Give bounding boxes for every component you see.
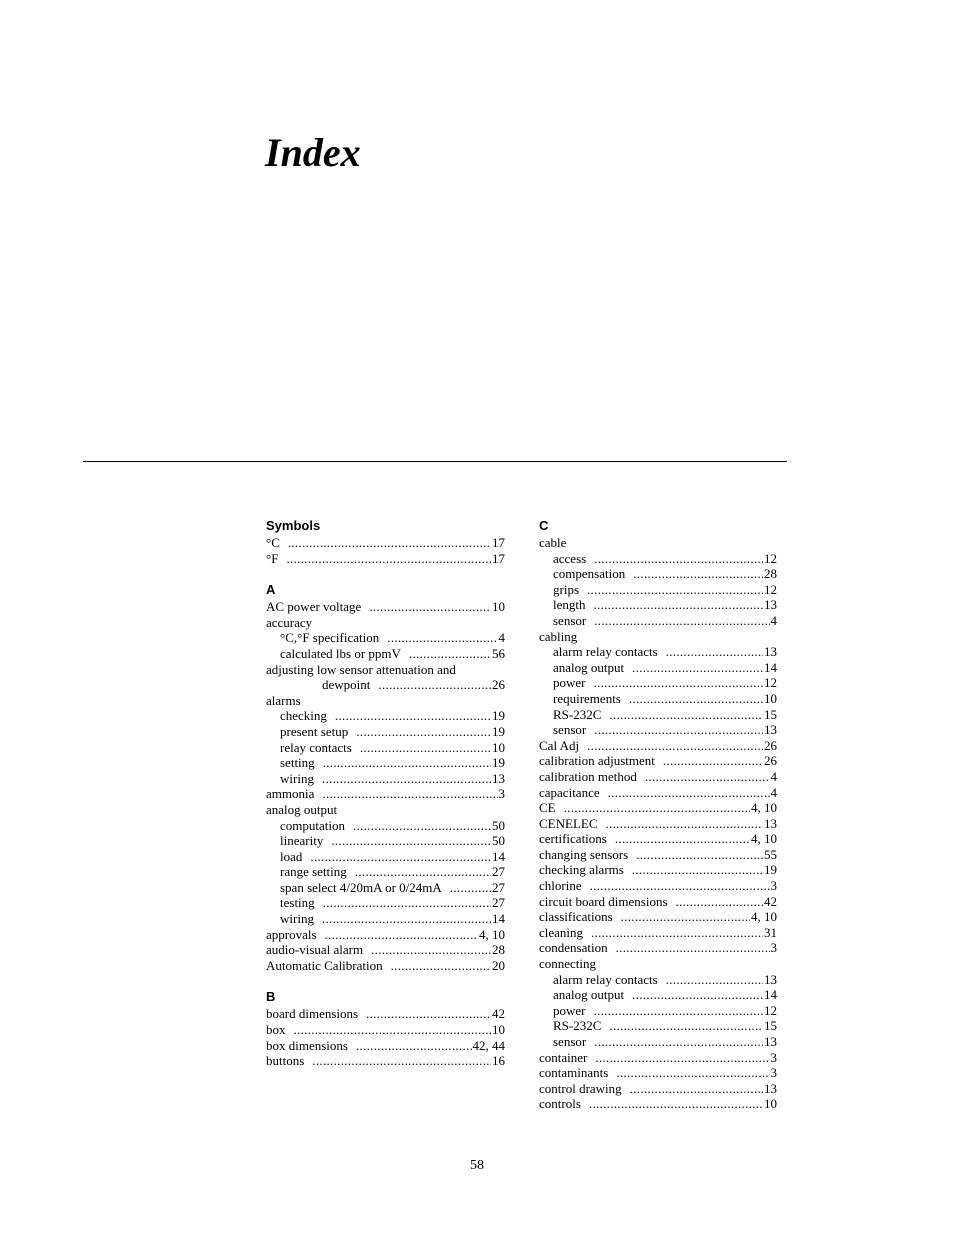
index-entry-pages: 10 xyxy=(492,599,505,615)
index-entry-term: box dimensions xyxy=(266,1037,348,1053)
index-entry xyxy=(539,691,777,707)
index-group-heading: Symbols xyxy=(266,518,321,533)
index-entry-term: condensation xyxy=(539,940,608,956)
dot-leader xyxy=(632,660,763,676)
index-entry-term: length xyxy=(553,597,586,613)
index-entry-pages: 13 xyxy=(764,1034,777,1049)
index-group xyxy=(266,988,505,1068)
index-entry-pages: 10 xyxy=(764,690,777,706)
index-entry-pages: 12 xyxy=(764,550,777,566)
index-entry-pages: 3 xyxy=(770,878,777,894)
dot-leader xyxy=(676,894,763,910)
dot-leader xyxy=(666,644,763,660)
index-group xyxy=(266,581,505,973)
index-entry-pages: 14 xyxy=(492,848,505,864)
dot-leader xyxy=(325,927,478,943)
index-entry-term: container xyxy=(539,1049,588,1065)
index-entry xyxy=(539,940,777,956)
index-entry-pages: 13 xyxy=(764,597,777,613)
index-entry xyxy=(539,972,777,988)
index-entry-term: classifications xyxy=(539,909,613,925)
index-column-right xyxy=(539,517,777,1127)
dot-leader xyxy=(630,1081,763,1097)
dot-leader xyxy=(356,724,491,740)
index-entry-pages: 4 xyxy=(498,630,505,646)
index-entry-pages: 4 xyxy=(770,784,777,800)
dot-leader xyxy=(312,1053,491,1069)
index-entry-term: analog output xyxy=(553,987,625,1003)
index-entry-pages: 26 xyxy=(764,753,777,769)
index-entry-pages: 12 xyxy=(764,675,777,691)
index-entry xyxy=(539,847,777,863)
index-entry-term: connecting xyxy=(539,956,597,972)
index-entry-pages: 13 xyxy=(764,644,777,660)
index-entry-pages: 10 xyxy=(492,1022,505,1038)
index-entry-pages: 27 xyxy=(492,895,505,911)
index-entry-term: computation xyxy=(280,817,345,833)
index-entry xyxy=(266,630,505,646)
dot-leader xyxy=(288,535,491,551)
index-entry xyxy=(539,769,777,785)
index-entry-term: sensor xyxy=(553,612,587,628)
index-entry-term: wiring xyxy=(280,911,314,927)
dot-leader xyxy=(564,800,750,816)
index-entry-pages: 31 xyxy=(764,924,777,940)
page-title: Index xyxy=(265,130,361,175)
dot-leader xyxy=(369,599,491,615)
dot-leader xyxy=(391,958,491,974)
index-entry xyxy=(266,942,505,958)
index-entry xyxy=(539,597,777,613)
index-entry-term: buttons xyxy=(266,1053,305,1069)
index-entry xyxy=(266,818,505,834)
index-entry-term: °C,°F specification xyxy=(280,630,380,646)
index-entry xyxy=(266,615,505,631)
index-group xyxy=(266,517,505,566)
index-entry-pages: 42, 44 xyxy=(472,1037,505,1053)
index-entry xyxy=(266,880,505,896)
index-entry-pages: 19 xyxy=(492,755,505,771)
index-entry-pages: 4, 10 xyxy=(751,831,777,847)
dot-leader xyxy=(633,566,763,582)
index-entry-pages: 4, 10 xyxy=(479,926,505,942)
index-entry-term: load xyxy=(280,848,303,864)
index-entry-pages: 14 xyxy=(492,911,505,927)
index-entry-pages: 13 xyxy=(764,815,777,831)
dot-leader xyxy=(594,613,769,629)
index-entry-pages: 16 xyxy=(492,1053,505,1069)
index-entry-pages: 14 xyxy=(764,659,777,675)
index-entry xyxy=(539,987,777,1003)
index-entry xyxy=(266,895,505,911)
dot-leader xyxy=(616,1065,769,1081)
index-entry-term: setting xyxy=(280,755,315,771)
index-entry xyxy=(266,958,505,974)
index-entry-term: wiring xyxy=(280,770,314,786)
index-entry xyxy=(266,833,505,849)
index-entry xyxy=(266,646,505,662)
index-entry-term: CENELEC xyxy=(539,815,598,831)
index-entry xyxy=(266,1053,505,1069)
index-entry xyxy=(266,864,505,880)
dot-leader xyxy=(310,849,491,865)
index-entry-term: RS-232C xyxy=(553,706,602,722)
index-entry xyxy=(266,599,505,615)
index-entry xyxy=(539,831,777,847)
index-entry-term: cable xyxy=(539,535,567,550)
index-entry-term: calculated lbs or ppmV xyxy=(280,645,401,661)
dot-leader xyxy=(323,895,491,911)
index-entry xyxy=(539,1065,777,1081)
index-entry-pages: 19 xyxy=(492,723,505,739)
index-entry-term: accuracy xyxy=(266,614,313,630)
index-entry-pages: 13 xyxy=(764,1080,777,1096)
index-entry xyxy=(266,662,505,678)
index-entry-term: Cal Adj xyxy=(539,737,580,753)
dot-leader xyxy=(371,942,491,958)
index-entry xyxy=(266,551,505,567)
index-entry-term: calibration adjustment xyxy=(539,753,655,769)
dot-leader xyxy=(621,909,750,925)
index-entry xyxy=(539,862,777,878)
dot-leader xyxy=(594,1034,763,1050)
index-entry xyxy=(266,755,505,771)
index-entry xyxy=(266,724,505,740)
index-entry-term: checking xyxy=(280,708,327,724)
index-entry-pages: 13 xyxy=(492,770,505,786)
index-entry-pages: 12 xyxy=(764,581,777,597)
index-entry-pages: 4 xyxy=(770,768,777,784)
page-number: 58 xyxy=(470,1158,484,1173)
dot-leader xyxy=(353,818,491,834)
index-entry-term: board dimensions xyxy=(266,1006,359,1022)
index-entry-pages: 17 xyxy=(492,535,505,550)
index-entry xyxy=(539,722,777,738)
index-entry-term: adjusting low sensor attenuation and xyxy=(266,661,456,677)
index-entry-pages: 15 xyxy=(764,1018,777,1034)
index-entry-pages: 12 xyxy=(764,1002,777,1018)
dot-leader xyxy=(666,972,763,988)
index-entry-term: alarms xyxy=(266,692,301,708)
index-entry-term: AC power voltage xyxy=(266,599,362,615)
index-entry-term: box xyxy=(266,1022,286,1038)
index-entry-pages: 4 xyxy=(770,612,777,628)
index-entry xyxy=(539,1034,777,1050)
index-entry-term: access xyxy=(553,550,587,566)
index-entry-pages: 42 xyxy=(492,1006,505,1022)
index-entry xyxy=(266,786,505,802)
index-entry-term: dewpoint xyxy=(322,677,371,693)
index-entry-term: chlorine xyxy=(539,878,582,894)
dot-leader xyxy=(594,551,763,567)
dot-leader xyxy=(616,940,770,956)
dot-leader xyxy=(645,769,770,785)
dot-leader xyxy=(629,691,763,707)
index-entry-term: circuit board dimensions xyxy=(539,893,668,909)
index-entry xyxy=(266,1038,505,1054)
index-entry-term: contaminants xyxy=(539,1065,609,1081)
dot-leader xyxy=(590,878,770,894)
index-entry xyxy=(266,927,505,943)
index-entry xyxy=(539,738,777,754)
dot-leader xyxy=(356,1038,472,1054)
index-entry-pages: 27 xyxy=(492,864,505,880)
index-entry xyxy=(539,707,777,723)
dot-leader xyxy=(594,722,763,738)
index-entry-term: certifications xyxy=(539,831,607,847)
index-entry xyxy=(539,660,777,676)
index-group-heading: A xyxy=(266,582,276,598)
dot-leader xyxy=(355,864,491,880)
index-entry xyxy=(266,771,505,787)
index-entry xyxy=(539,1018,777,1034)
index-entry xyxy=(539,878,777,894)
dot-leader xyxy=(360,740,491,756)
index-entry xyxy=(266,535,505,551)
index-entry xyxy=(539,816,777,832)
index-entry-pages: 13 xyxy=(764,971,777,987)
index-entry xyxy=(266,677,505,693)
index-entry-term: Automatic Calibration xyxy=(266,957,383,973)
dot-leader xyxy=(450,880,491,896)
dot-leader xyxy=(609,707,763,723)
index-entry xyxy=(539,800,777,816)
index-entry-pages: 15 xyxy=(764,706,777,722)
index-entry xyxy=(539,535,777,551)
index-entry-term: analog output xyxy=(266,801,338,817)
index-entry-term: requirements xyxy=(553,690,621,706)
index-group-heading: C xyxy=(539,518,549,533)
index-entry-term: relay contacts xyxy=(280,739,352,755)
dot-leader xyxy=(594,675,764,691)
dot-leader xyxy=(387,630,497,646)
horizontal-rule xyxy=(83,461,787,462)
dot-leader xyxy=(663,753,763,769)
index-entry xyxy=(539,675,777,691)
index-entry-term: controls xyxy=(539,1096,581,1112)
index-entry-pages: 3 xyxy=(770,940,777,956)
dot-leader xyxy=(632,987,763,1003)
dot-leader xyxy=(322,786,497,802)
index-entry-term: approvals xyxy=(266,926,317,942)
index-entry-pages: 55 xyxy=(764,846,777,862)
dot-leader xyxy=(594,1003,764,1019)
index-entry xyxy=(539,644,777,660)
index-entry-term: RS-232C xyxy=(553,1018,602,1034)
index-entry xyxy=(266,1022,505,1038)
index-entry-term: sensor xyxy=(553,1034,587,1049)
index-entry-term: linearity xyxy=(280,833,324,849)
index-entry-pages: 4, 10 xyxy=(751,909,777,925)
index-entry xyxy=(539,1081,777,1097)
index-entry-term: CE xyxy=(539,800,556,816)
index-entry-pages: 28 xyxy=(764,566,777,582)
index-entry-term: control drawing xyxy=(539,1080,622,1096)
index-entry xyxy=(539,582,777,598)
dot-leader xyxy=(606,816,764,832)
index-entry-term: grips xyxy=(553,581,579,597)
dot-leader xyxy=(595,1050,769,1066)
index-entry-pages: 4, 10 xyxy=(751,800,777,816)
index-entry xyxy=(539,956,777,972)
index-entry xyxy=(266,802,505,818)
index-entry-pages: 19 xyxy=(764,862,777,878)
dot-leader xyxy=(589,1096,763,1112)
index-entry-term: checking alarms xyxy=(539,862,624,878)
index-entry-term: sensor xyxy=(553,722,587,738)
dot-leader xyxy=(615,831,750,847)
index-entry-term: compensation xyxy=(553,566,626,582)
index-entry xyxy=(539,785,777,801)
dot-leader xyxy=(608,785,770,801)
index-entry-pages: 14 xyxy=(764,987,777,1003)
dot-leader xyxy=(632,862,763,878)
index-entry-pages: 13 xyxy=(764,722,777,738)
index-entry xyxy=(539,753,777,769)
index-entry-pages: 20 xyxy=(492,957,505,973)
index-entry xyxy=(539,909,777,925)
index-entry xyxy=(539,1050,777,1066)
dot-leader xyxy=(294,1022,492,1038)
index-entry xyxy=(539,613,777,629)
index-entry-term: alarm relay contacts xyxy=(553,644,658,660)
index-group-heading: B xyxy=(266,989,276,1005)
index-entry-term: ammonia xyxy=(266,786,315,802)
index-entry-pages: 17 xyxy=(492,550,505,566)
index-column-left xyxy=(266,517,505,1084)
index-entry xyxy=(266,849,505,865)
index-entry-pages: 19 xyxy=(492,708,505,724)
index-entry-term: span select 4/20mA or 0/24mA xyxy=(280,879,442,895)
index-entry-pages: 10 xyxy=(492,739,505,755)
dot-leader xyxy=(378,677,491,693)
index-entry-term: °C xyxy=(266,535,280,550)
dot-leader xyxy=(322,771,491,787)
index-entry-pages: 27 xyxy=(492,879,505,895)
dot-leader xyxy=(322,911,491,927)
index-entry xyxy=(539,629,777,645)
dot-leader xyxy=(366,1006,491,1022)
index-entry xyxy=(266,708,505,724)
index-entry xyxy=(539,566,777,582)
index-entry-term: changing sensors xyxy=(539,846,629,862)
index-entry-pages: 3 xyxy=(770,1049,777,1065)
dot-leader xyxy=(591,925,763,941)
index-entry-pages: 26 xyxy=(492,677,505,693)
index-entry-term: power xyxy=(553,675,586,691)
index-entry-term: testing xyxy=(280,895,315,911)
index-entry-pages: 28 xyxy=(492,942,505,958)
index-entry-pages: 50 xyxy=(492,817,505,833)
dot-leader xyxy=(587,582,763,598)
dot-leader xyxy=(636,847,763,863)
index-entry-pages: 3 xyxy=(770,1065,777,1081)
index-entry xyxy=(266,693,505,709)
index-entry-pages: 3 xyxy=(498,786,505,802)
index-entry-pages: 56 xyxy=(492,645,505,661)
index-entry-term: cabling xyxy=(539,628,578,644)
index-entry-pages: 50 xyxy=(492,833,505,849)
dot-leader xyxy=(335,708,491,724)
index-entry-term: capacitance xyxy=(539,784,600,800)
index-entry-pages: 10 xyxy=(764,1096,777,1112)
dot-leader xyxy=(286,551,491,567)
index-entry-pages: 26 xyxy=(764,737,777,753)
dot-leader xyxy=(323,755,491,771)
index-entry xyxy=(539,925,777,941)
index-entry xyxy=(266,740,505,756)
index-entry-term: audio-visual alarm xyxy=(266,942,364,958)
index-entry-term: °F xyxy=(266,550,279,566)
index-entry xyxy=(539,1003,777,1019)
index-entry-term: calibration method xyxy=(539,768,637,784)
index-group xyxy=(539,517,777,1112)
index-entry-pages: 42 xyxy=(764,893,777,909)
dot-leader xyxy=(594,597,764,613)
index-entry-term: present setup xyxy=(280,723,349,739)
dot-leader xyxy=(409,646,491,662)
index-entry-term: range setting xyxy=(280,864,347,880)
index-entry xyxy=(539,551,777,567)
index-entry-term: power xyxy=(553,1002,586,1018)
index-entry xyxy=(539,1096,777,1112)
index-entry xyxy=(266,911,505,927)
dot-leader xyxy=(331,833,491,849)
dot-leader xyxy=(587,738,763,754)
index-entry-term: cleaning xyxy=(539,924,584,940)
dot-leader xyxy=(609,1018,763,1034)
index-entry-term: alarm relay contacts xyxy=(553,971,658,987)
index-entry xyxy=(539,894,777,910)
index-entry-term: analog output xyxy=(553,659,625,675)
index-entry xyxy=(266,1006,505,1022)
